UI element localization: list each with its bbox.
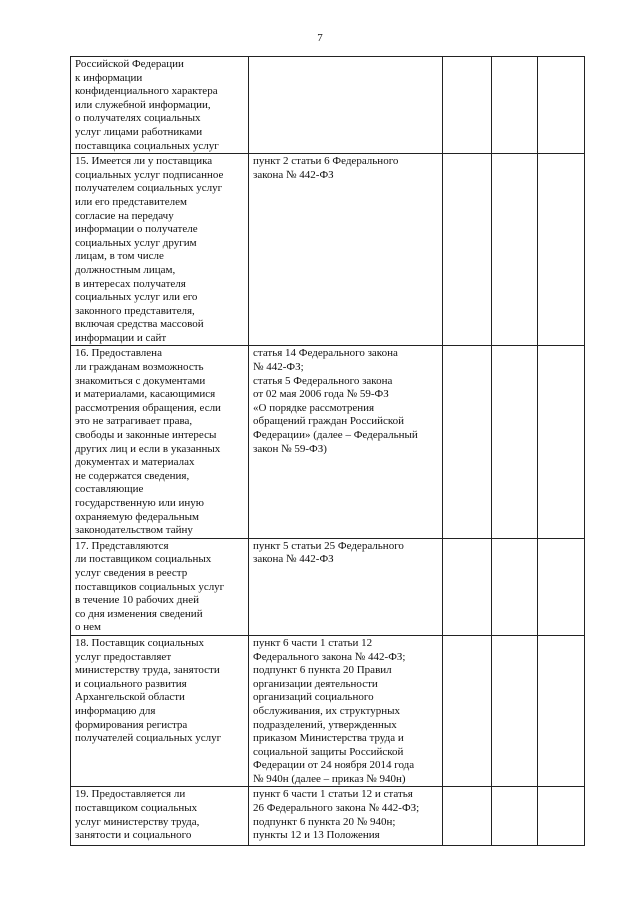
answer-cell-no — [492, 154, 538, 346]
basis-line: № 442-ФЗ; — [253, 361, 304, 374]
basis-line: от 02 мая 2006 года № 59-ФЗ — [253, 388, 389, 401]
basis-cell — [249, 57, 443, 154]
question-line: других лиц и если в указанных — [75, 442, 221, 455]
question-line: конфиденциального характера — [75, 85, 218, 98]
answer-cell-yes — [443, 787, 492, 846]
basis-line: пункт 5 статьи 25 Федерального — [253, 539, 404, 552]
question-line: Российской Федерации — [75, 58, 184, 70]
question-cell — [71, 635, 249, 787]
question-line: Архангельской области — [75, 691, 185, 704]
answer-cell-na — [538, 787, 585, 846]
basis-line: закона № 442-ФЗ — [253, 553, 334, 566]
basis-line: подразделений, утвержденных — [253, 718, 397, 731]
basis-line: закон № 59-ФЗ) — [253, 442, 327, 455]
question-line: информацию для — [75, 704, 156, 717]
basis-line: подпункт 6 пункта 20 Правил — [253, 664, 392, 677]
question-line: о получателях социальных — [75, 112, 201, 125]
question-line: услуг лицами работниками — [75, 125, 203, 138]
question-line: услуг министерству труда, — [75, 815, 200, 828]
question-line: поставщиком социальных — [75, 802, 198, 815]
question-cell — [71, 787, 249, 846]
answer-cell-na — [538, 538, 585, 635]
basis-line: социальной защиты Российской — [253, 745, 404, 758]
question-line: занятости и социального — [75, 829, 192, 842]
question-line: и социального развития — [75, 677, 187, 690]
question-line: государственную или иную — [75, 497, 204, 509]
basis-line: Федерации» (далее – Федеральный — [253, 429, 418, 442]
table-row — [71, 787, 585, 846]
question-line: поставщика социальных услуг — [75, 139, 219, 152]
answer-cell-no — [492, 538, 538, 635]
answer-cell-yes — [443, 57, 492, 154]
question-line: формирования регистра — [75, 718, 188, 731]
table-row — [71, 346, 585, 538]
basis-line: обслуживания, их структурных — [253, 704, 401, 717]
question-line: услуг сведения в реестр — [75, 566, 188, 579]
basis-line: пункт 2 статьи 6 Федерального — [253, 155, 399, 168]
basis-cell — [249, 538, 443, 635]
question-line: включая средства массовой — [75, 318, 204, 331]
question-line: министерству труда, занятости — [75, 664, 220, 677]
answer-cell-no — [492, 346, 538, 538]
question-line: рассмотрения обращения, если — [75, 401, 221, 414]
page-number: 7 — [317, 32, 323, 44]
answer-cell-no — [492, 635, 538, 787]
basis-line: пункт 6 части 1 статьи 12 и статья — [253, 788, 413, 801]
basis-line: организаций социального — [253, 691, 374, 704]
basis-cell — [249, 346, 443, 538]
basis-line: «О порядке рассмотрения — [253, 401, 375, 414]
answer-cell-na — [538, 154, 585, 346]
question-line: свободы и законные интересы — [75, 429, 217, 442]
question-line: социальных услуг другим — [75, 236, 197, 249]
question-line: документах и материалах — [75, 456, 195, 469]
question-line: получателем социальных услуг — [75, 182, 223, 195]
basis-line: приказом Министерства труда и — [253, 732, 404, 745]
question-line: ли поставщиком социальных — [75, 553, 212, 566]
basis-line: статья 5 Федерального закона — [253, 374, 393, 387]
question-cell — [71, 154, 249, 346]
basis-line: закона № 442-ФЗ — [253, 168, 334, 181]
basis-line: Федерального закона № 442-ФЗ; — [253, 650, 406, 663]
question-cell — [71, 346, 249, 538]
question-line: услуг предоставляет — [75, 650, 172, 663]
answer-cell-yes — [443, 635, 492, 787]
question-line: законного представителя, — [75, 304, 195, 317]
basis-line: пункты 12 и 13 Положения — [253, 829, 380, 842]
question-line: согласие на передачу — [75, 209, 174, 222]
answer-cell-yes — [443, 538, 492, 635]
answer-cell-no — [492, 787, 538, 846]
question-line: получателей социальных услуг — [75, 732, 222, 745]
question-line: о нем — [75, 621, 101, 634]
question-line: не содержатся сведения, — [75, 469, 190, 482]
question-line: социальных услуг или его — [75, 291, 198, 304]
question-line: 16. Предоставлена — [75, 347, 162, 360]
question-line: или его представителем — [75, 195, 187, 208]
basis-cell — [249, 787, 443, 846]
basis-cell — [249, 635, 443, 787]
question-line: поставщиков социальных услуг — [75, 580, 225, 593]
answer-cell-na — [538, 635, 585, 787]
question-line: законодательством тайну — [75, 524, 193, 537]
question-line: 15. Имеется ли у поставщика — [75, 155, 213, 168]
question-line: со дня изменения сведений — [75, 607, 203, 620]
table-row — [71, 635, 585, 787]
question-line: и материалами, касающимися — [75, 388, 216, 401]
checklist-table — [70, 56, 585, 846]
basis-line: статья 14 Федерального закона — [253, 347, 398, 360]
basis-line: подпункт 6 пункта 20 № 940н; — [253, 815, 396, 828]
table-row — [71, 154, 585, 346]
basis-line: № 940н (далее – приказ № 940н) — [253, 772, 406, 785]
answer-cell-na — [538, 346, 585, 538]
answer-cell-yes — [443, 154, 492, 346]
question-line: 17. Представляются — [75, 539, 169, 552]
basis-line: обращений граждан Российской — [253, 415, 405, 428]
question-cell — [71, 57, 249, 154]
question-line: должностным лицам, — [75, 263, 176, 276]
basis-line: организации деятельности — [253, 677, 378, 690]
question-line: в течение 10 рабочих дней — [75, 594, 200, 607]
question-line: это не затрагивает права, — [75, 415, 193, 428]
answer-cell-na — [538, 57, 585, 154]
question-line: 19. Предоставляется ли — [75, 788, 186, 801]
answer-cell-yes — [443, 346, 492, 538]
basis-cell — [249, 154, 443, 346]
question-cell — [71, 538, 249, 635]
question-line: ли гражданам возможность — [75, 361, 204, 374]
question-line: знакомиться с документами — [75, 374, 206, 387]
question-line: лицам, в том числе — [75, 250, 164, 263]
question-line: или служебной информации, — [75, 98, 211, 111]
basis-line: пункт 6 части 1 статьи 12 — [253, 636, 373, 649]
question-line: информации и сайт — [75, 331, 167, 344]
answer-cell-no — [492, 57, 538, 154]
question-line: социальных услуг подписанное — [75, 168, 224, 181]
question-line: составляющие — [75, 483, 144, 496]
question-line: к информации — [75, 71, 143, 84]
basis-line: Федерации от 24 ноября 2014 года — [253, 759, 415, 772]
table-row — [71, 538, 585, 635]
question-line: в интересах получателя — [75, 277, 186, 290]
question-line: охраняемую федеральным — [75, 510, 199, 523]
question-line: 18. Поставщик социальных — [75, 636, 204, 649]
question-line: информации о получателе — [75, 223, 198, 236]
table-row — [71, 57, 585, 154]
basis-line: 26 Федерального закона № 442-ФЗ; — [253, 802, 420, 815]
